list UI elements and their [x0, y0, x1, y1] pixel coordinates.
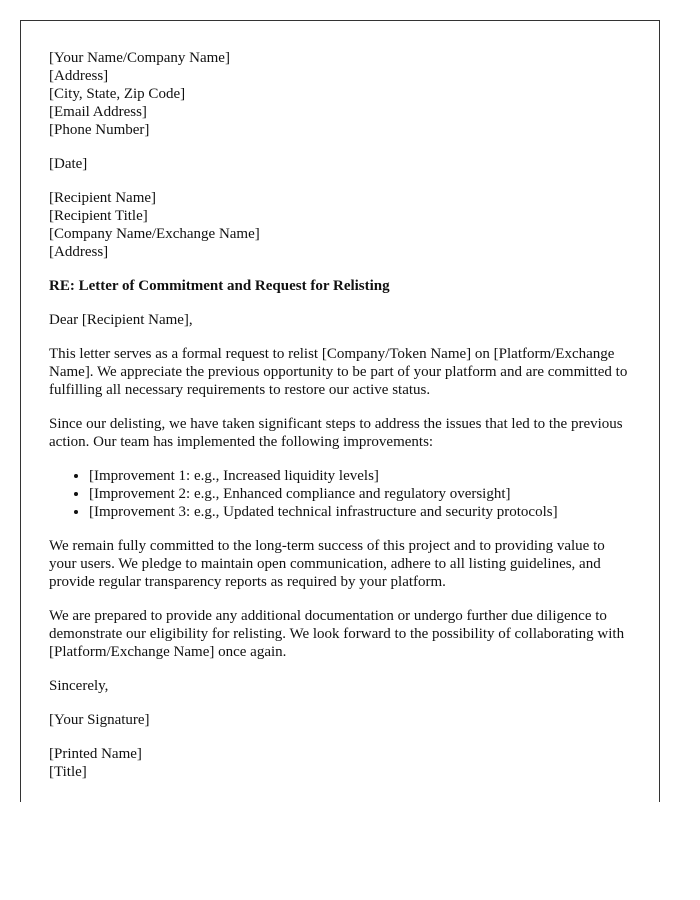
recipient-company: [Company Name/Exchange Name]: [49, 226, 260, 242]
list-item: • [Improvement 1: e.g., Increased liquidity levels]: [89, 467, 631, 485]
improvements-list: [49, 467, 631, 521]
date: [Date]: [49, 156, 88, 172]
list-item: • [Improvement 2: e.g., Enhanced compliance and regulatory oversight]: [89, 485, 631, 503]
signoff: Sincerely,: [49, 678, 109, 694]
list-item: • [Improvement 3: e.g., Updated technical infrastructure and security protocols]: [89, 503, 631, 521]
body-paragraph: We are prepared to provide any additional documentation or undergo further due diligence to demonstrate our eligibility for relisting. We look forward to the possibility of collaborating with [Platform/Exchange Name] once again.: [49, 608, 625, 660]
sender-address: [Address]: [49, 68, 109, 84]
printed-block: [49, 745, 631, 781]
body-paragraph: Since our delisting, we have taken significant steps to address the issues that led to the previous action. Our team has implemented the following improvements:: [49, 416, 623, 450]
printed-name: [Printed Name]: [49, 746, 142, 762]
signature: [Your Signature]: [49, 712, 150, 728]
letter-page: [20, 20, 660, 802]
recipient-title: [Recipient Title]: [49, 208, 148, 224]
body-paragraph: This letter serves as a formal request to relist [Company/Token Name] on [Platform/Exchange Name]. We appreciate the previous opportunity to be part of your platform and are committed to fulfilling all necessary requirements to restore our active status.: [49, 346, 628, 398]
body-paragraph: We remain fully committed to the long-term success of this project and to providing value to your users. We pledge to maintain open communication, adhere to all listing guidelines, and provide regular transparency reports as required by your platform.: [49, 538, 605, 590]
recipient-block: [49, 189, 631, 261]
sender-phone: [Phone Number]: [49, 122, 150, 138]
sender-block: [49, 49, 631, 139]
printed-title: [Title]: [49, 764, 87, 780]
recipient-address: [Address]: [49, 244, 109, 260]
recipient-name: [Recipient Name]: [49, 190, 157, 206]
subject-line: RE: Letter of Commitment and Request for Relisting: [49, 278, 390, 294]
sender-name: [Your Name/Company Name]: [49, 50, 230, 66]
sender-city: [City, State, Zip Code]: [49, 86, 186, 102]
salutation: Dear [Recipient Name],: [49, 312, 193, 328]
sender-email: [Email Address]: [49, 104, 147, 120]
